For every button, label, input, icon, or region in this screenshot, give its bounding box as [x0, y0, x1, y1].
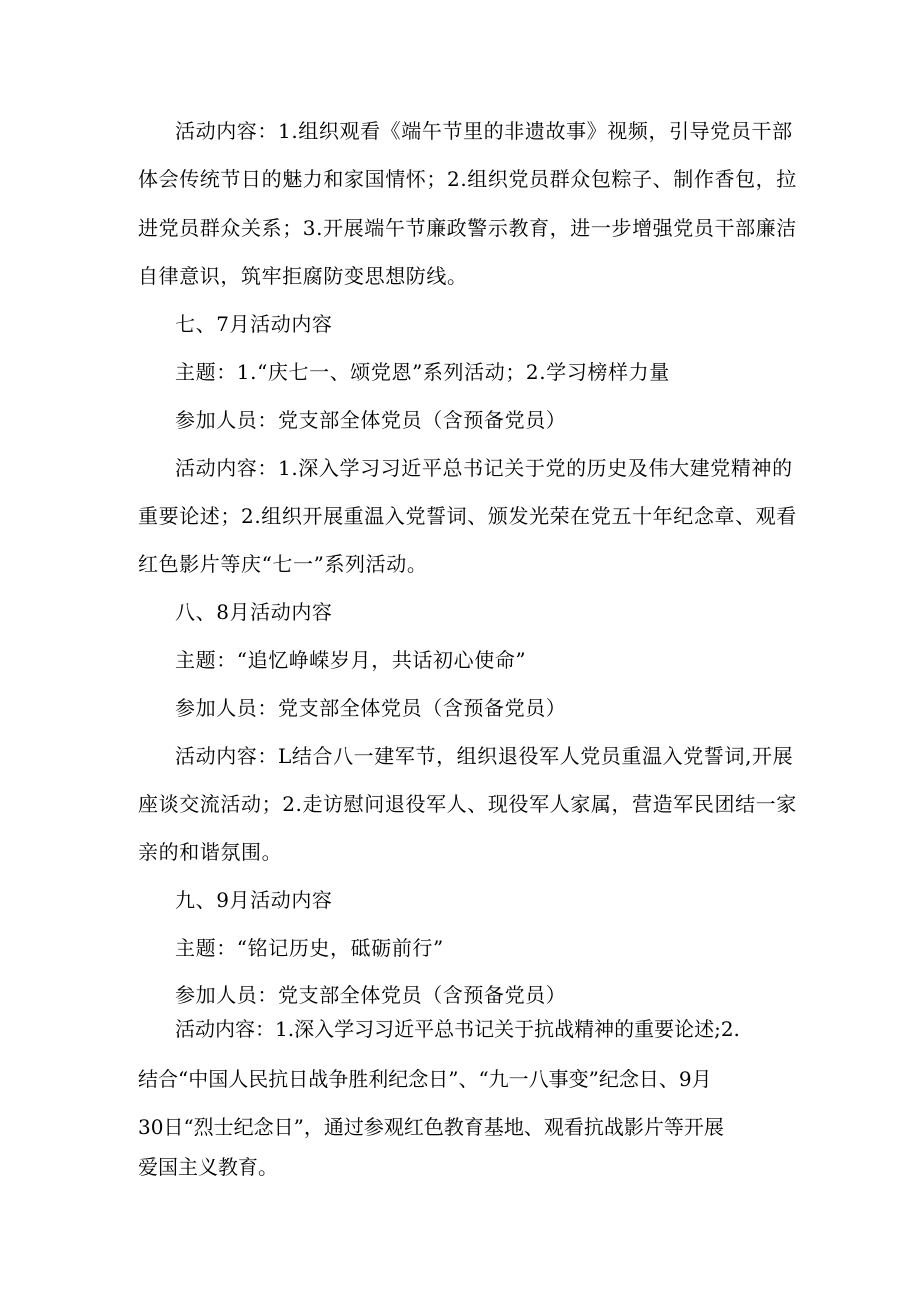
section-heading: 七、7月活动内容	[175, 312, 333, 336]
paragraph-line: 活动内容：L结合八一建军节，组织退役军人党员重温入党誓词,开展	[175, 744, 794, 768]
paragraph-line: 爱国主义教育。	[138, 1155, 278, 1179]
paragraph-line: 体会传统节日的魅力和家国情怀；2.组织党员群众包粽子、制作香包，拉	[138, 167, 797, 191]
paragraph-line: 红色影片等庆“七一”系列活动。	[138, 552, 428, 576]
paragraph-line: 重要论述；2.组织开展重温入党誓词、颁发光荣在党五十年纪念章、观看	[138, 504, 797, 528]
theme-line: 主题：1.“庆七一、颂党恩”系列活动；2.学习榜样力量	[175, 360, 670, 384]
paragraph-line: 活动内容：1.深入学习习近平总书记关于抗战精神的重要论述;2.	[175, 1017, 740, 1041]
participants-line: 参加人员：党支部全体党员（含预备党员）	[175, 983, 567, 1007]
paragraph-line: 活动内容：1.组织观看《端午节里的非遗故事》视频，引导党员干部	[175, 119, 793, 143]
theme-line: 主题：“追忆峥嵘岁月，共话初心使命”	[175, 648, 527, 672]
paragraph-line: 30日“烈士纪念日”，通过参观红色教育基地、观看抗战影片等开展	[138, 1115, 724, 1139]
paragraph-line: 自律意识，筑牢拒腐防变思想防线。	[138, 264, 468, 288]
participants-line: 参加人员：党支部全体党员（含预备党员）	[175, 696, 567, 720]
paragraph-line: 进党员群众关系；3.开展端午节廉政警示教育，进一步增强党员干部廉洁	[138, 216, 797, 240]
theme-line: 主题：“铭记历史，砥砺前行”	[175, 936, 444, 960]
paragraph-line: 座谈交流活动；2.走访慰问退役军人、现役军人家属，营造军民团结一家	[138, 792, 797, 816]
paragraph-line: 活动内容：1.深入学习习近平总书记关于党的历史及伟大建党精神的	[175, 456, 793, 480]
section-heading: 九、9月活动内容	[175, 888, 333, 912]
participants-line: 参加人员：党支部全体党员（含预备党员）	[175, 408, 567, 432]
section-heading: 八、8月活动内容	[175, 600, 333, 624]
paragraph-line: 亲的和谐氛围。	[138, 840, 283, 864]
paragraph-line: 结合“中国人民抗日战争胜利纪念日”、“九一八事变”纪念日、9月	[138, 1067, 712, 1091]
